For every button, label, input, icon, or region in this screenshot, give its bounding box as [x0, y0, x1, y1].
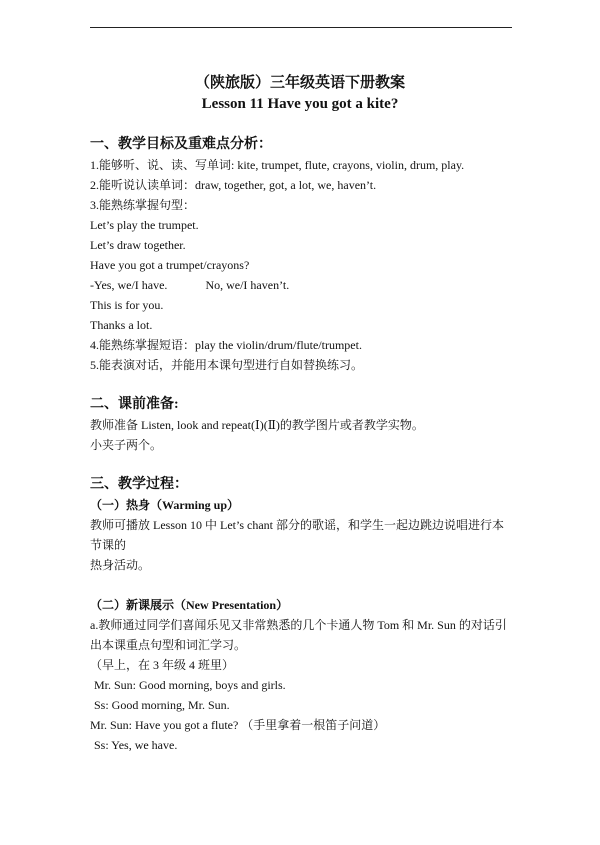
warmup-line-1: 教师可播放 Lesson 10 中 Let’s chant 部分的歌谣，和学生一起边跳边说唱进行本	[90, 518, 504, 532]
dialogue-line-3: Mr. Sun: Have you got a flute? （手里拿着一根笛子问道）	[90, 718, 386, 732]
section3-heading: 三、教学过程：	[90, 477, 188, 492]
preparation-line-2: 小夹子两个。	[90, 438, 163, 452]
dialogue-line-4: Ss: Yes, we have.	[94, 738, 178, 752]
preparation-line-1: 教师准备 Listen, look and repeat(Ⅰ)(Ⅱ)的教学图片或者教学实物。	[90, 418, 424, 432]
presentation-heading: （二）新课展示（New Presentation）	[90, 598, 289, 612]
objective-line-4: 4.能熟练掌握短语：play the violin/drum/flute/trumpet.	[90, 338, 362, 352]
warmup-heading: （一）热身（Warming up）	[90, 498, 240, 512]
section1-heading: 一、教学目标及重难点分析：	[90, 137, 272, 152]
answer-no: No, we/I haven’t.	[205, 278, 290, 292]
objective-line-2: 2.能听说认读单词：draw, together, got, a lot, we, haven’t.	[90, 178, 377, 192]
sentence-pattern-1: Let’s play the trumpet.	[90, 218, 199, 232]
dialogue-line-2: Ss: Good morning, Mr. Sun.	[94, 698, 230, 712]
answer-yes: -Yes, we/I have.	[90, 278, 168, 292]
sentence-pattern-2: Let’s draw together.	[90, 238, 186, 252]
dialogue-line-1: Mr. Sun: Good morning, boys and girls.	[94, 678, 286, 692]
presentation-line-3: （早上，在 3 年级 4 班里）	[90, 658, 235, 672]
objective-line-3: 3.能熟练掌握句型：	[90, 198, 196, 212]
sentence-pattern-3: Have you got a trumpet/crayons?	[90, 258, 250, 272]
warmup-line-2: 节课的	[90, 538, 127, 552]
lesson-title: Lesson 11 Have you got a kite?	[201, 96, 399, 112]
sentence-pattern-5: Thanks a lot.	[90, 318, 153, 332]
section2-heading: 二、课前准备:	[90, 397, 179, 412]
objective-line-5: 5.能表演对话，并能用本课句型进行自如替换练习。	[90, 358, 364, 372]
warmup-line-3: 热身活动。	[90, 558, 151, 572]
header-rule	[90, 27, 512, 28]
presentation-line-2: 出本课重点句型和词汇学习。	[90, 638, 247, 652]
sentence-pattern-4: This is for you.	[90, 298, 164, 312]
document-title: （陕旅版）三年级英语下册教案	[194, 75, 405, 91]
answer-line	[90, 277, 289, 293]
presentation-line-1: a.教师通过同学们喜闻乐见又非常熟悉的几个卡通人物 Tom 和 Mr. Sun 的对话引	[90, 618, 507, 632]
objective-line-1: 1.能够听、说、读、写单词: kite, trumpet, flute, crayons, violin, drum, play.	[90, 158, 465, 172]
